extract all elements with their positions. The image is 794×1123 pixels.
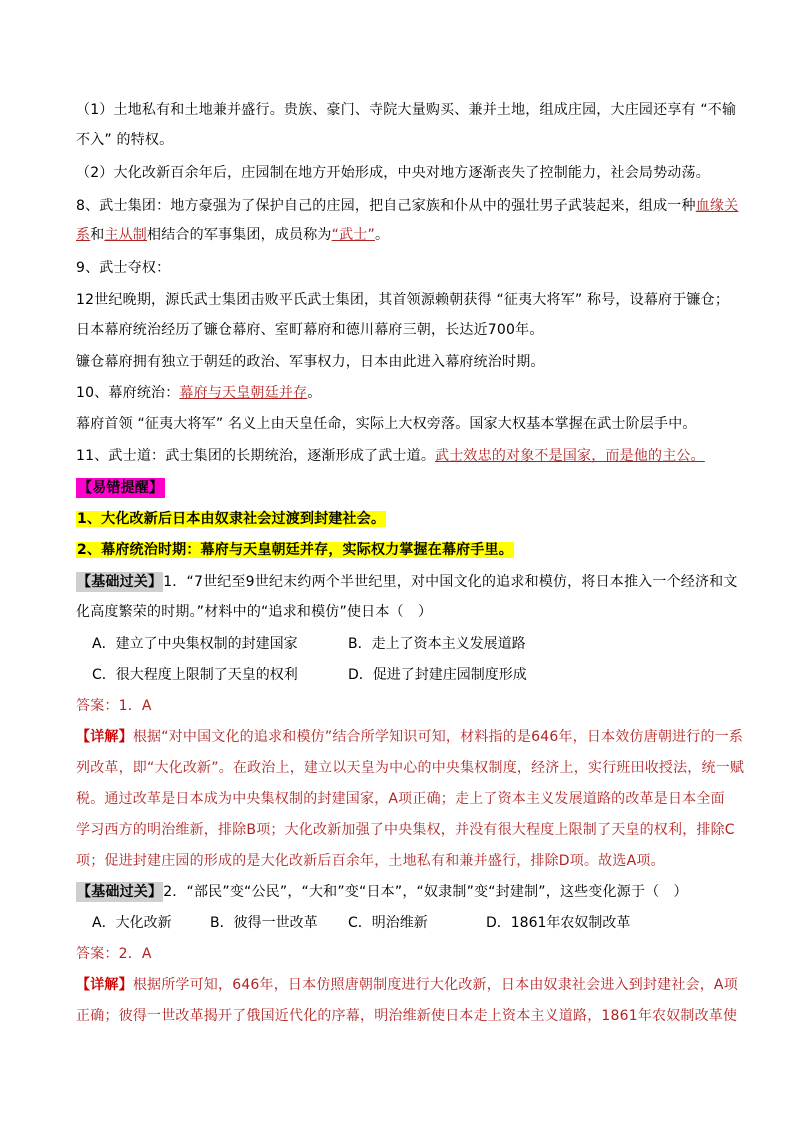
answer-line: 答案：1．A	[76, 698, 152, 714]
detail-tag: 【详解】	[76, 977, 133, 993]
text-run: 10、幕府统治：	[76, 385, 180, 401]
key-term: 幕府与天皇朝廷并存	[179, 385, 308, 401]
key-term: “武士”	[331, 227, 375, 243]
text-run: 相结合的军事集团，成员称为	[147, 227, 332, 243]
key-term: 系	[76, 227, 91, 243]
paragraph-line	[76, 225, 736, 245]
option-b: B．彼得一世改革	[210, 915, 318, 931]
text-run: 。	[374, 227, 390, 243]
paragraph-line: 9、武士夺权：	[76, 260, 171, 276]
question-tag: 【基础过关】	[77, 574, 163, 590]
text-run: 。	[307, 385, 322, 401]
paragraph-line: 幕府首领 “征夷大将军” 名义上由天皇任命，实际上大权旁落。国家大权基本掌握在武士阶层手中。	[76, 416, 697, 432]
paragraph-line	[76, 196, 739, 216]
option-a: A．建立了中央集权制的封建国家	[92, 636, 298, 652]
detail-line: 列改革，即“大化改新”。在政治上，建立以天皇为中心的中央集权制度，经济上，实行班田收授法，统一赋	[76, 760, 745, 776]
option-d: D．1861年农奴制改革	[486, 915, 631, 931]
paragraph-line	[76, 446, 736, 466]
option-c: C．明治维新	[348, 915, 428, 931]
paragraph-line: （2）大化改新百余年后，庄园制在地方开始形成，中央对地方逐渐丧失了控制能力，社会局势动荡。	[76, 165, 710, 181]
detail-line	[76, 975, 736, 995]
tip-tag: 【易错提醒】	[78, 480, 164, 496]
key-term: 血缘关	[695, 198, 739, 214]
text-run: 1．“7世纪至9世纪末约两个半世纪里，对中国文化的追求和模仿，将日本推入一个经济和文	[163, 574, 738, 590]
paragraph-line	[76, 383, 736, 403]
question-tag: 【基础过关】	[77, 884, 163, 900]
text-run: 8、武士集团：地方豪强为了保护自己的庄园，把自己家族和仆从中的强壮男子武装起来，组成一种	[76, 198, 696, 214]
paragraph-line: 镰仓幕府拥有独立于朝廷的政治、军事权力，日本由此进入幕府统治时期。	[76, 354, 545, 370]
answer-line: 答案：2．A	[76, 946, 152, 962]
option-b: B．走上了资本主义发展道路	[348, 636, 526, 652]
highlighted-tip: 2、幕府统治时期：幕府与天皇朝廷并存，实际权力掌握在幕府手里。	[77, 542, 513, 558]
question-stem	[76, 572, 736, 592]
text-run: 和	[90, 227, 105, 243]
question-stem	[76, 882, 736, 902]
text-run: 根据所学可知，646年，日本仿照唐朝制度进行大化改新，日本由奴隶社会进入到封建社会，A项	[132, 977, 738, 993]
detail-line: 正确；彼得一世改革揭开了俄国近代化的序幕，明治维新使日本走上资本主义道路，1861年农奴制改革使	[76, 1008, 738, 1024]
key-term: 主从制	[104, 227, 148, 243]
detail-line: 项；促进封建庄园的形成的是大化改新后百余年，土地私有和兼并盛行，排除D项。故选A项。	[76, 853, 665, 869]
question-stem: 化高度繁荣的时期。”材料中的“追求和模仿”使日本（ ）	[76, 604, 433, 620]
option-c: C．很大程度上限制了天皇的权利	[92, 667, 298, 683]
highlighted-tip: 1、大化改新后日本由奴隶社会过渡到封建社会。	[77, 511, 386, 527]
key-term: 武士效忠的对象不是国家，而是他的主公。	[435, 448, 705, 464]
tip-heading	[76, 478, 736, 498]
text-run: 2．“部民”变“公民”，“大和”变“日本”，“奴隶制”变“封建制”，这些变化源于（ ）	[163, 884, 688, 900]
paragraph-line: （1）土地私有和土地兼并盛行。贵族、豪门、寺院大量购买、兼并土地，组成庄园，大庄园还享有 “不输	[76, 102, 737, 118]
paragraph-line: 日本幕府统治经历了镰仓幕府、室町幕府和德川幕府三朝，长达近700年。	[76, 322, 544, 338]
text-run: 11、武士道：武士集团的长期统治，逐渐形成了武士道。	[76, 448, 436, 464]
option-a: A．大化改新	[92, 915, 172, 931]
detail-line: 税。通过改革是日本成为中央集权制的封建国家，A项正确；走上了资本主义发展道路的改革是日本全面	[76, 791, 725, 807]
detail-line: 学习西方的明治维新，排除B项；大化改新加强了中央集权，并没有很大程度上限制了天皇的权利，排除C	[76, 822, 735, 838]
text-run: 根据“对中国文化的追求和模仿”结合所学知识可知，材料指的是646年，日本效仿唐朝进行的一系	[132, 729, 744, 745]
tip-line	[76, 540, 736, 560]
option-d: D．促进了封建庄园制度形成	[348, 667, 527, 683]
paragraph-line: 不入” 的特权。	[76, 132, 174, 148]
paragraph-line: 12世纪晚期，源氏武士集团击败平氏武士集团，其首领源赖朝获得 “征夷大将军” 称号，设幕府于镰仓；	[76, 292, 730, 308]
detail-tag: 【详解】	[76, 729, 133, 745]
detail-line	[76, 727, 744, 747]
tip-line	[76, 509, 736, 529]
